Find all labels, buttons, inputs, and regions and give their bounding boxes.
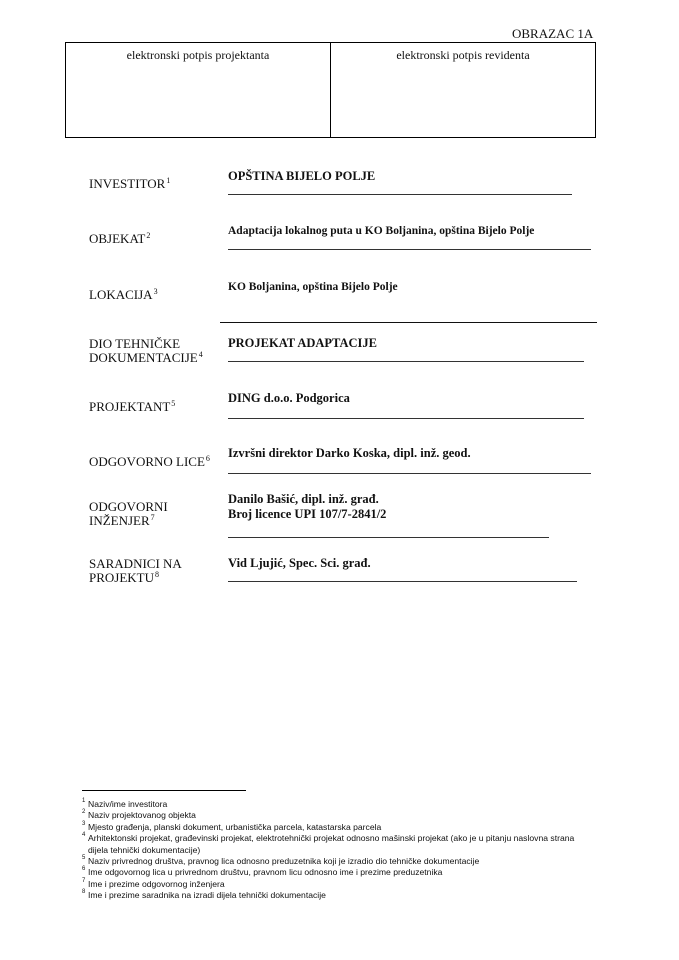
documentation-part-value: PROJEKAT ADAPTACIJE — [228, 336, 377, 350]
designer-underline — [228, 418, 584, 419]
footnote: 7 Ime i prezime odgovornog inženjera — [82, 877, 225, 889]
location-label: LOKACIJA$^3$ — [89, 287, 158, 302]
reviewer-signature-label: elektronski potpis revidenta — [396, 48, 530, 62]
location-underline — [220, 322, 597, 323]
designer-signature-label: elektronski potpis projektanta — [126, 48, 270, 62]
documentation-part-underline — [228, 361, 584, 362]
footnote: 2 Naziv projektovanog objekta — [82, 809, 196, 821]
footnotes — [82, 799, 592, 902]
collaborators-underline — [228, 581, 577, 582]
object-value: Adaptacija lokalnog puta u KO Boljanina, opština Bijelo Polje — [228, 225, 535, 237]
designer-label: PROJEKTANT$^5$ — [89, 399, 176, 414]
footnote: 8 Ime i prezime saradnika na izradi dijela tehnički dokumentacije — [82, 889, 326, 901]
responsible-person-underline — [228, 473, 591, 474]
form-code: OBRAZAC 1A — [512, 26, 594, 41]
investor-value: OPŠTINA BIJELO POLJE — [228, 169, 376, 183]
designer-signature-cell — [66, 43, 330, 137]
footnote: 5 Naziv privrednog društva, pravnog lica odnosno preduzetnika koji je izradio dio tehničke dokumentacije — [82, 855, 480, 867]
responsible-engineer-value: Danilo Bašić, dipl. inž. građ. Broj licence UPI 107/7-2841/2 — [228, 492, 387, 521]
responsible-engineer-label: ODGOVORNI INŽENJER$^7$ — [89, 499, 168, 528]
object-label: OBJEKAT$^2$ — [89, 231, 151, 246]
footnote: 3 Mjesto građenja, planski dokument, urbanistička parcela, katastarska parcela — [82, 820, 382, 832]
footnote: 4 Arhitektonski projekat, građevinski projekat, elektrotehnički projekat odnosno mašinski projekat (ako je u pitanju naslovna strana dijela tehnički dokumentacije) — [82, 832, 575, 855]
investor-underline — [228, 194, 572, 195]
reviewer-signature-cell — [330, 43, 595, 137]
footnote: 6 Ime odgovornog lica u privrednom društvu, pravnom licu odnosno ime i prezime preduzetnika — [82, 866, 443, 878]
responsible-person-label: ODGOVORNO LICE$^6$ — [89, 454, 210, 469]
location-value: KO Boljanina, opština Bijelo Polje — [228, 281, 398, 293]
responsible-engineer-underline — [228, 537, 549, 538]
documentation-part-label: DIO TEHNIČKE DOKUMENTACIJE$^4$ — [89, 336, 203, 365]
responsible-person-value: Izvršni direktor Darko Koska, dipl. inž. geod. — [228, 446, 471, 460]
collaborators-label: SARADNICI NA PROJEKTU$^8$ — [89, 556, 182, 585]
investor-label: INVESTITOR$^1$ — [89, 176, 171, 191]
footnote: 1 Naziv/ime investitora — [82, 798, 168, 809]
footnote-rule — [82, 790, 246, 791]
collaborators-value: Vid Ljujić, Spec. Sci. građ. — [228, 556, 371, 570]
object-underline — [228, 249, 591, 250]
designer-value: DING d.o.o. Podgorica — [228, 391, 350, 405]
signature-box — [65, 42, 596, 138]
